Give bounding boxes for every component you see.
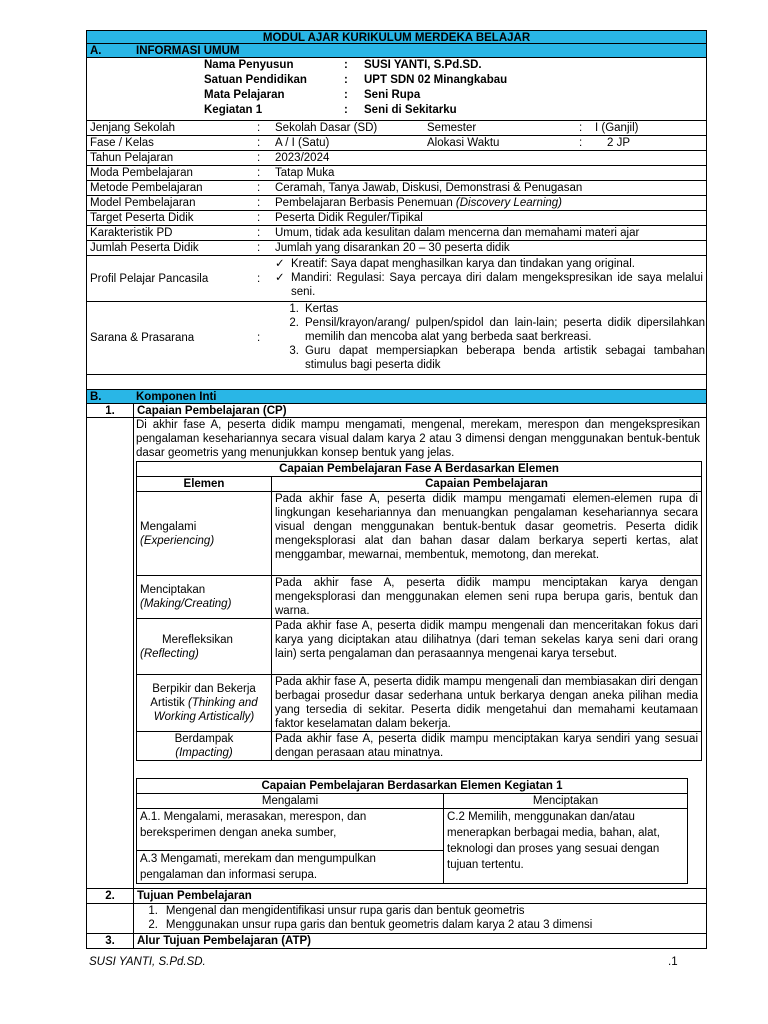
profil-item: ✓ Mandiri: Regulasi: Saya percaya diri dalam mengekspresikan ide saya melalui seni. (275, 272, 703, 298)
info-value: Ceramah, Tanya Jawab, Diskusi, Demonstrasi & Penugasan (275, 182, 583, 194)
info-value-2: 2 JP (607, 137, 631, 149)
elemen-cell: Berpikir dan Bekerja Artistik (Thinking and Working Artistically) (137, 675, 272, 732)
profil-item: ✓ Kreatif: Saya dapat menghasilkan karya dan tindakan yang original. (275, 258, 635, 270)
atp-header (86, 934, 707, 949)
info-colon: : (257, 182, 261, 194)
tujuan-list (133, 904, 706, 933)
cp-cell: Pada akhir fase A, peserta didik mampu mengenali dan menceritakan fokus dari karya yang diciptakan atau dilihatnya (dari teman sekelas karya seni dari orang lain) serta pengalaman dan perasaannya mengenai karya tersebut. (272, 619, 702, 675)
cp-header (86, 404, 707, 418)
info-row-fase (86, 136, 707, 151)
info-value: Tatap Muka (275, 167, 335, 179)
section-a-num: A. (90, 45, 102, 57)
info-value: A / I (Satu) (275, 137, 330, 149)
elemen-cell: Merefleksikan (Reflecting) (137, 619, 272, 675)
cp-label: Capaian Pembelajaran (CP) (133, 404, 290, 417)
header-info-colon: : (344, 89, 348, 101)
table-row (137, 619, 702, 675)
cp-kegiatan-table-title: Capaian Pembelajaran Berdasarkan Elemen Kegiatan 1 (137, 779, 688, 794)
col-header-mengalami: Mengalami (137, 794, 444, 809)
info-colon: : (579, 122, 583, 134)
footer-page-number: .1 (668, 956, 678, 968)
info-label: Karakteristik PD (90, 227, 173, 239)
mengalami-cell-a1: A.1. Mengalami, merasakan, merespon, dan bereksperimen dengan aneka sumber, (137, 809, 444, 851)
header-info-value: UPT SDN 02 Minangkabau (364, 74, 508, 86)
list-item: 2. Menggunakan unsur rupa garis dan bentuk geometris dalam karya 2 atau 3 dimensi (148, 919, 593, 931)
section-b-num: B. (90, 391, 102, 403)
cp-cell: Pada akhir fase A, peserta didik mampu menciptakan karya dengan mengeksplorasi dan menggunakan elemen seni rupa berupa garis, bentuk dan warna. (272, 576, 702, 619)
header-info-value: SUSI YANTI, S.Pd.SD. (364, 59, 482, 71)
header-info-label: Satuan Pendidikan (204, 74, 307, 86)
header-info-colon: : (344, 74, 348, 86)
header-info-row (87, 103, 706, 118)
footer-author: SUSI YANTI, S.Pd.SD. (89, 956, 206, 968)
table-row (137, 576, 702, 619)
info-row-jenjang (86, 121, 707, 136)
header-info-label: Mata Pelajaran (204, 89, 285, 101)
info-label: Fase / Kelas (90, 137, 154, 149)
sarana-row (86, 302, 707, 375)
info-colon: : (257, 212, 261, 224)
table-row (137, 732, 702, 761)
info-value-2: I (Ganjil) (595, 122, 639, 134)
cp-cell: Pada akhir fase A, peserta didik mampu mengamati elemen-elemen rupa di lingkungan kesehariannya dan menuangkan pengalaman kesehariannya secara visual dengan menggunakan bentuk-bentuk dasar geometris. Peserta didik mengeksplorasi alat dan bahan dasar dalam berkarya seperti kertas, alat menggambar, mewarnai, membentuk, memotong, dan merekat. (272, 492, 702, 576)
info-label-2: Semester (427, 122, 477, 134)
tujuan-header (86, 889, 707, 904)
col-header-menciptakan: Menciptakan (444, 794, 688, 809)
cp-content (133, 418, 706, 888)
col-header-elemen: Elemen (137, 477, 272, 492)
header-info-colon: : (344, 59, 348, 71)
sarana-item: 3. Guru dapat mempersiapkan beberapa benda artistik sebagai tambahan stimulus bagi peserta didik (289, 345, 705, 371)
info-colon: : (257, 242, 261, 254)
info-colon: : (579, 137, 583, 149)
header-info-label: Kegiatan 1 (204, 104, 263, 116)
atp-label: Alur Tujuan Pembelajaran (ATP) (133, 934, 314, 948)
cp-element-table-title: Capaian Pembelajaran Fase A Berdasarkan Elemen (137, 462, 702, 477)
tujuan-body (86, 904, 707, 934)
col-header-cp: Capaian Pembelajaran (272, 477, 702, 492)
info-label: Moda Pembelajaran (90, 167, 193, 179)
section-b-header (86, 390, 707, 404)
sarana-item: 1. Kertas (289, 303, 339, 315)
info-row (86, 241, 707, 256)
info-label: Jumlah Peserta Didik (90, 242, 199, 254)
atp-num: 3. (105, 935, 115, 947)
info-label-2: Alokasi Waktu (427, 137, 500, 149)
info-value: Sekolah Dasar (SD) (275, 122, 378, 134)
header-info-block (86, 58, 707, 121)
module-title: MODUL AJAR KURIKULUM MERDEKA BELAJAR (262, 32, 531, 44)
info-value: Jumlah yang disarankan 20 – 30 peserta didik (275, 242, 510, 254)
info-label: Tahun Pelajaran (90, 152, 174, 164)
cp-element-table (136, 461, 702, 761)
info-colon: : (257, 197, 261, 209)
header-info-row (87, 88, 706, 103)
tujuan-num: 2. (105, 890, 115, 902)
list-item: 1. Mengenal dan mengidentifikasi unsur rupa garis dan bentuk geometris (148, 905, 525, 917)
cp-body (86, 418, 707, 889)
cp-cell: Pada akhir fase A, peserta didik mampu mengenali dan membiasakan diri dengan berbagai prosedur dasar sederhana untuk berkarya dengan aneka pilihan media yang tersedia di sekitar. Peserta didik mengetahui dan memahami keutamaan faktor keselamatan dalam bekerja. (272, 675, 702, 732)
info-colon: : (257, 332, 261, 344)
sarana-label: Sarana & Prasarana (90, 332, 195, 344)
info-colon: : (257, 137, 261, 149)
elemen-cell: Mengalami (Experiencing) (137, 492, 272, 576)
cp-num: 1. (105, 405, 115, 417)
info-row (86, 226, 707, 241)
cp-kegiatan-table (136, 778, 688, 884)
sarana-list (275, 302, 705, 374)
checkmark-icon: ✓ (275, 258, 285, 270)
profil-label: Profil Pelajar Pancasila (90, 272, 209, 285)
info-value: Pembelajaran Berbasis Penemuan (Discovery Learning) (275, 197, 563, 209)
header-info-colon: : (344, 104, 348, 116)
table-row (137, 492, 702, 576)
tujuan-label: Tujuan Pembelajaran (133, 889, 255, 903)
info-row (86, 181, 707, 196)
sarana-item: 2. Pensil/krayon/arang/ pulpen/spidol dan lain-lain; peserta didik dipersilahkan memilih dan mencoba alat yang berbeda saat berkreasi. (289, 317, 705, 343)
spacer-row (86, 375, 707, 390)
section-a-label: INFORMASI UMUM (136, 45, 240, 57)
info-row (86, 151, 707, 166)
module-title-row (86, 30, 707, 44)
checkmark-icon: ✓ (275, 272, 285, 284)
info-colon: : (257, 167, 261, 179)
mengalami-cell-a3: A.3 Mengamati, merekam dan mengumpulkan pengalaman dan informasi serupa. (137, 851, 444, 884)
table-row (137, 675, 702, 732)
info-value: Umum, tidak ada kesulitan dalam mencerna dan memahami materi ajar (275, 227, 640, 239)
cp-cell: Pada akhir fase A, peserta didik mampu menciptakan karya sendiri yang sesuai dengan perasaan atau minatnya. (272, 732, 702, 761)
cp-paragraph: Di akhir fase A, peserta didik mampu mengamati, mengenal, merekam, merespon dan mengekspresikan pengalaman kesehariannya secara visual dalam karya 2 atau 3 dimensi dengan menggunakan bentuk-bentuk dasar geometris yang menunjukkan konsep bentuk yang jelas. (136, 419, 700, 459)
header-info-row (87, 58, 706, 73)
info-label: Model Pembelajaran (90, 197, 196, 209)
elemen-cell: Berdampak (Impacting) (137, 732, 272, 761)
info-colon: : (257, 227, 261, 239)
info-row (86, 196, 707, 211)
info-colon: : (257, 152, 261, 164)
info-row (86, 166, 707, 181)
info-value: Peserta Didik Reguler/Tipikal (275, 212, 423, 224)
profil-list (275, 256, 705, 301)
info-colon: : (257, 122, 261, 134)
info-label: Target Peserta Didik (90, 212, 194, 224)
section-b-label: Komponen Inti (136, 391, 217, 403)
info-label: Jenjang Sekolah (90, 122, 176, 134)
header-info-label: Nama Penyusun (204, 59, 294, 71)
info-label: Metode Pembelajaran (90, 182, 203, 194)
info-row (86, 211, 707, 226)
section-a-header (86, 44, 707, 58)
header-info-row (87, 73, 706, 88)
document (86, 30, 707, 949)
info-value: 2023/2024 (275, 152, 330, 164)
header-info-value: Seni di Sekitarku (364, 104, 457, 116)
profil-row (86, 256, 707, 302)
elemen-cell: Menciptakan (Making/Creating) (137, 576, 272, 619)
header-info-value: Seni Rupa (364, 89, 421, 101)
menciptakan-cell: C.2 Memilih, menggunakan dan/atau menerapkan berbagai media, bahan, alat, teknologi dan proses yang sesuai dengan tujuan tertentu. (444, 809, 688, 884)
info-colon: : (257, 272, 261, 285)
